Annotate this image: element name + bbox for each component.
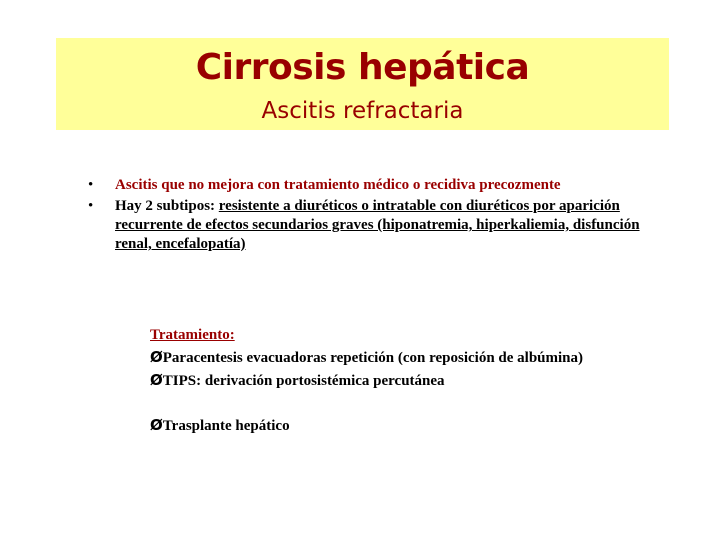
arrow-bullet-icon: Ø <box>150 371 163 389</box>
treatment-text-paracentesis: Paracentesis evacuadoras repetición (con reposición de albúmina) <box>162 350 584 366</box>
title-box <box>56 38 669 130</box>
bullet-text-subtypes-detail: resistente a diuréticos o intratable con diuréticos por aparición recurrente de efectos secundarios graves (hiponatremia, hiperkaliemia, disfunción renal, encefalopatía) <box>115 198 640 252</box>
treatment-heading: Tratamiento: <box>150 327 235 343</box>
bullet-marker: • <box>88 177 94 193</box>
arrow-bullet-icon: Ø <box>150 416 163 434</box>
bullet-marker: • <box>88 198 94 214</box>
treatment-item-transplant <box>150 414 590 437</box>
slide-title: Cirrosis hepática <box>195 47 530 88</box>
treatment-text-transplant: Trasplante hepático <box>162 418 290 434</box>
arrow-bullet-icon: Ø <box>150 348 163 366</box>
treatment-item-tips <box>150 369 590 392</box>
treatment-block <box>150 324 590 437</box>
treatment-spacer <box>150 392 590 414</box>
bullet-item-definition <box>88 176 668 195</box>
bullet-text-definition: Ascitis que no mejora con tratamiento médico o recidiva precozmente <box>115 177 561 193</box>
bullet-text-subtypes-prefix: Hay 2 subtipos: <box>115 198 219 214</box>
bullet-list <box>88 176 668 256</box>
treatment-text-tips: TIPS: derivación portosistémica percutánea <box>162 373 445 389</box>
slide-subtitle: Ascitis refractaria <box>261 98 464 124</box>
bullet-item-subtypes <box>88 197 668 254</box>
treatment-item-paracentesis <box>150 346 590 369</box>
